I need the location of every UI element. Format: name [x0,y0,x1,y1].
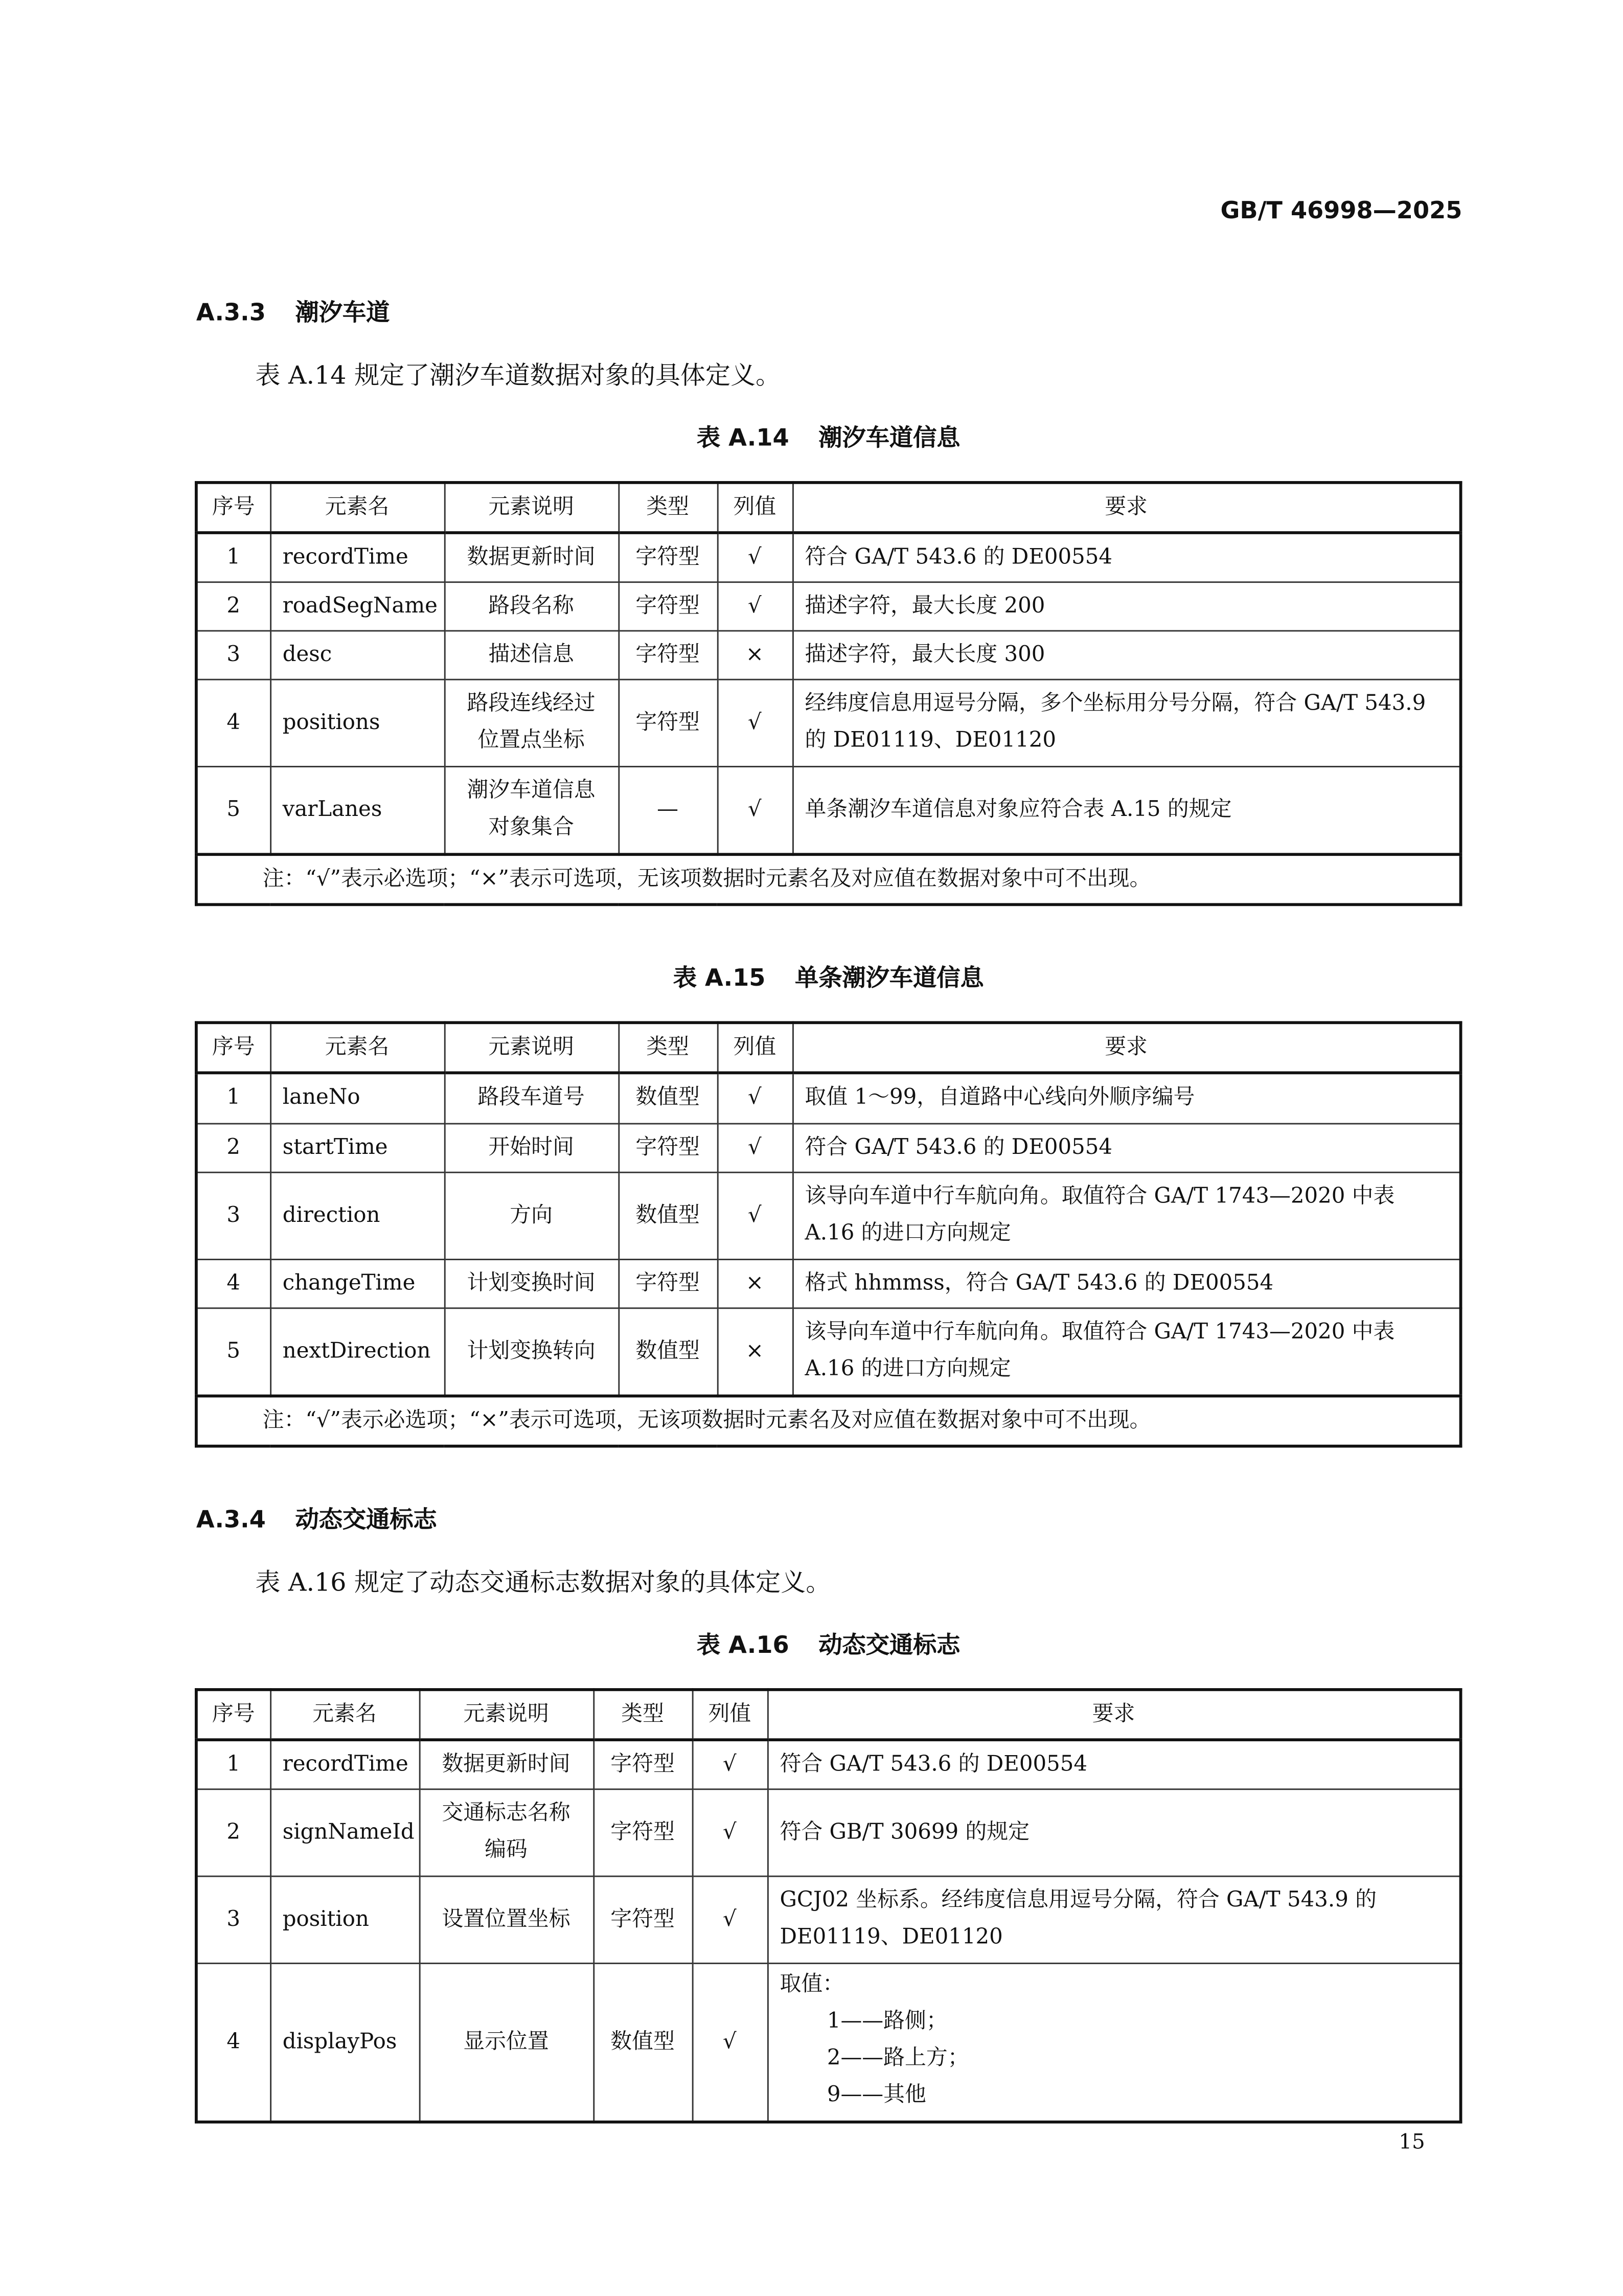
row-number: 4 [196,1963,270,2122]
table-number: 表 A.16 [696,1630,789,1659]
element-name: desc [270,631,444,679]
element-description: 描述信息 [444,631,619,679]
element-name: direction [270,1172,444,1259]
column-header: 列值 [717,1022,792,1073]
element-name: changeTime [270,1260,444,1308]
section-heading-a33 [196,293,390,327]
row-number: 3 [196,1876,270,1963]
requirement: 单条潮汐车道信息对象应符合表 A.15 的规定 [792,766,1461,854]
requirement: 符合 GB/T 30699 的规定 [767,1789,1461,1876]
requirement: 描述字符，最大长度 200 [792,582,1461,631]
required-flag: √ [692,1876,767,1963]
element-description: 方向 [444,1172,619,1259]
requirement: 该导向车道中行车航向角。取值符合 GA/T 1743—2020 中表 A.16 的进口方向规定 [792,1308,1461,1396]
data-type: 字符型 [618,1260,717,1308]
table-row [196,1740,1461,1789]
table-name: 单条潮汐车道信息 [795,963,984,992]
element-description: 路段连线经过位置点坐标 [444,679,619,766]
header-row [196,1690,1461,1740]
section-number: A.3.3 [196,298,266,326]
table-title-a14 [195,419,1462,453]
requirement: 经纬度信息用逗号分隔，多个坐标用分号分隔，符合 GA/T 543.9 的 DE01119、DE01120 [792,679,1461,766]
required-flag: × [717,1308,792,1396]
required-flag: √ [717,1073,792,1124]
required-flag: √ [717,533,792,582]
row-number: 5 [196,766,270,854]
element-description: 设置位置坐标 [419,1876,593,1963]
element-description: 路段车道号 [444,1073,619,1124]
table-row [196,679,1461,766]
section-paragraph: 表 A.16 规定了动态交通标志数据对象的具体定义。 [255,1568,831,1598]
column-header: 序号 [196,1022,270,1073]
column-header: 要求 [792,1022,1461,1073]
column-header: 类型 [593,1690,692,1740]
table-name: 潮汐车道信息 [818,423,961,452]
table-row [196,1963,1461,2122]
element-name: varLanes [270,766,444,854]
data-type: 字符型 [593,1789,692,1876]
column-header: 元素名 [270,1690,419,1740]
requirement: 符合 GA/T 543.6 的 DE00554 [792,533,1461,582]
table-number: 表 A.14 [696,423,789,452]
data-type: 字符型 [618,582,717,631]
header-row [196,1022,1461,1073]
table-title-a15 [195,959,1462,993]
table-a15 [195,1021,1462,1447]
required-flag: × [717,1260,792,1308]
data-type: 数值型 [618,1172,717,1259]
row-number: 5 [196,1308,270,1396]
element-description: 显示位置 [419,1963,593,2122]
required-flag: √ [692,1963,767,2122]
table-note-row [196,1396,1461,1446]
table-row [196,1308,1461,1396]
requirement: 格式 hhmmss，符合 GA/T 543.6 的 DE00554 [792,1260,1461,1308]
data-type: 数值型 [618,1073,717,1124]
data-type: 字符型 [618,1124,717,1172]
element-name: laneNo [270,1073,444,1124]
column-header: 类型 [618,483,717,533]
element-description: 计划变换时间 [444,1260,619,1308]
element-name: positions [270,679,444,766]
table-note: 注：“√”表示必选项；“×”表示可选项，无该项数据时元素名及对应值在数据对象中可不出现。 [196,1396,1461,1446]
data-type: 字符型 [593,1740,692,1789]
element-description: 数据更新时间 [419,1740,593,1789]
display-value-option: 1——路侧； [827,2010,948,2034]
element-name: nextDirection [270,1308,444,1396]
table-number: 表 A.15 [673,963,766,992]
table-row [196,1172,1461,1259]
section-number: A.3.4 [196,1505,266,1533]
row-number: 1 [196,533,270,582]
element-name: signNameId [270,1789,419,1876]
table-row [196,1073,1461,1124]
page-number: 15 [1399,2130,1425,2155]
required-flag: √ [717,582,792,631]
table-a14 [195,481,1462,906]
column-header: 列值 [717,483,792,533]
table-note-row [196,854,1461,904]
requirement: 取值： 1——路侧； 2——路上方； 9——其他 [767,1963,1461,2122]
requirement: 符合 GA/T 543.6 的 DE00554 [767,1740,1461,1789]
table-row [196,1789,1461,1876]
table-title-a16 [195,1626,1462,1660]
table-row [196,1876,1461,1963]
column-header: 要求 [792,483,1461,533]
row-number: 2 [196,1789,270,1876]
header-row [196,483,1461,533]
required-flag: √ [717,766,792,854]
row-number: 2 [196,582,270,631]
element-description: 潮汐车道信息对象集合 [444,766,619,854]
row-number: 4 [196,679,270,766]
required-flag: √ [692,1789,767,1876]
requirement: 取值 1～99，自道路中心线向外顺序编号 [792,1073,1461,1124]
required-flag: √ [717,679,792,766]
requirement: GCJ02 坐标系。经纬度信息用逗号分隔，符合 GA/T 543.9 的 DE01119、DE01120 [767,1876,1461,1963]
data-type: 数值型 [593,1963,692,2122]
display-value-option: 9——其他 [827,2083,926,2107]
table-name: 动态交通标志 [818,1630,961,1659]
required-flag: √ [717,1124,792,1172]
section-paragraph: 表 A.14 规定了潮汐车道数据对象的具体定义。 [255,361,781,391]
column-header: 元素说明 [444,483,619,533]
row-number: 1 [196,1740,270,1789]
table-row [196,766,1461,854]
standard-number: GB/T 46998—2025 [1220,196,1462,224]
data-type: 字符型 [618,679,717,766]
element-name: startTime [270,1124,444,1172]
column-header: 序号 [196,1690,270,1740]
requirement: 符合 GA/T 543.6 的 DE00554 [792,1124,1461,1172]
element-description: 开始时间 [444,1124,619,1172]
required-flag: √ [717,1172,792,1259]
required-flag: × [717,631,792,679]
column-header: 元素名 [270,1022,444,1073]
element-description: 路段名称 [444,582,619,631]
element-description: 数据更新时间 [444,533,619,582]
table-row [196,631,1461,679]
table-row [196,1124,1461,1172]
section-title: 潮汐车道 [295,298,390,326]
table-a16 [195,1688,1462,2123]
column-header: 列值 [692,1690,767,1740]
table-note: 注：“√”表示必选项；“×”表示可选项，无该项数据时元素名及对应值在数据对象中可不出现。 [196,854,1461,904]
row-number: 4 [196,1260,270,1308]
data-type: — [618,766,717,854]
column-header: 类型 [618,1022,717,1073]
element-name: roadSegName [270,582,444,631]
row-number: 3 [196,1172,270,1259]
table-row [196,582,1461,631]
column-header: 序号 [196,483,270,533]
element-name: recordTime [270,533,444,582]
requirement: 该导向车道中行车航向角。取值符合 GA/T 1743—2020 中表 A.16 的进口方向规定 [792,1172,1461,1259]
element-name: recordTime [270,1740,419,1789]
column-header: 元素说明 [419,1690,593,1740]
display-value-option: 2——路上方； [827,2047,969,2071]
element-name: displayPos [270,1963,419,2122]
data-type: 字符型 [618,631,717,679]
section-heading-a34 [196,1501,437,1534]
element-description: 计划变换转向 [444,1308,619,1396]
column-header: 元素说明 [444,1022,619,1073]
section-title: 动态交通标志 [295,1505,437,1533]
column-header: 要求 [767,1690,1461,1740]
element-description: 交通标志名称编码 [419,1789,593,1876]
data-type: 字符型 [618,533,717,582]
table-row [196,533,1461,582]
element-name: position [270,1876,419,1963]
data-type: 字符型 [593,1876,692,1963]
requirement: 描述字符，最大长度 300 [792,631,1461,679]
data-type: 数值型 [618,1308,717,1396]
row-number: 3 [196,631,270,679]
required-flag: √ [692,1740,767,1789]
row-number: 1 [196,1073,270,1124]
table-row [196,1260,1461,1308]
row-number: 2 [196,1124,270,1172]
column-header: 元素名 [270,483,444,533]
